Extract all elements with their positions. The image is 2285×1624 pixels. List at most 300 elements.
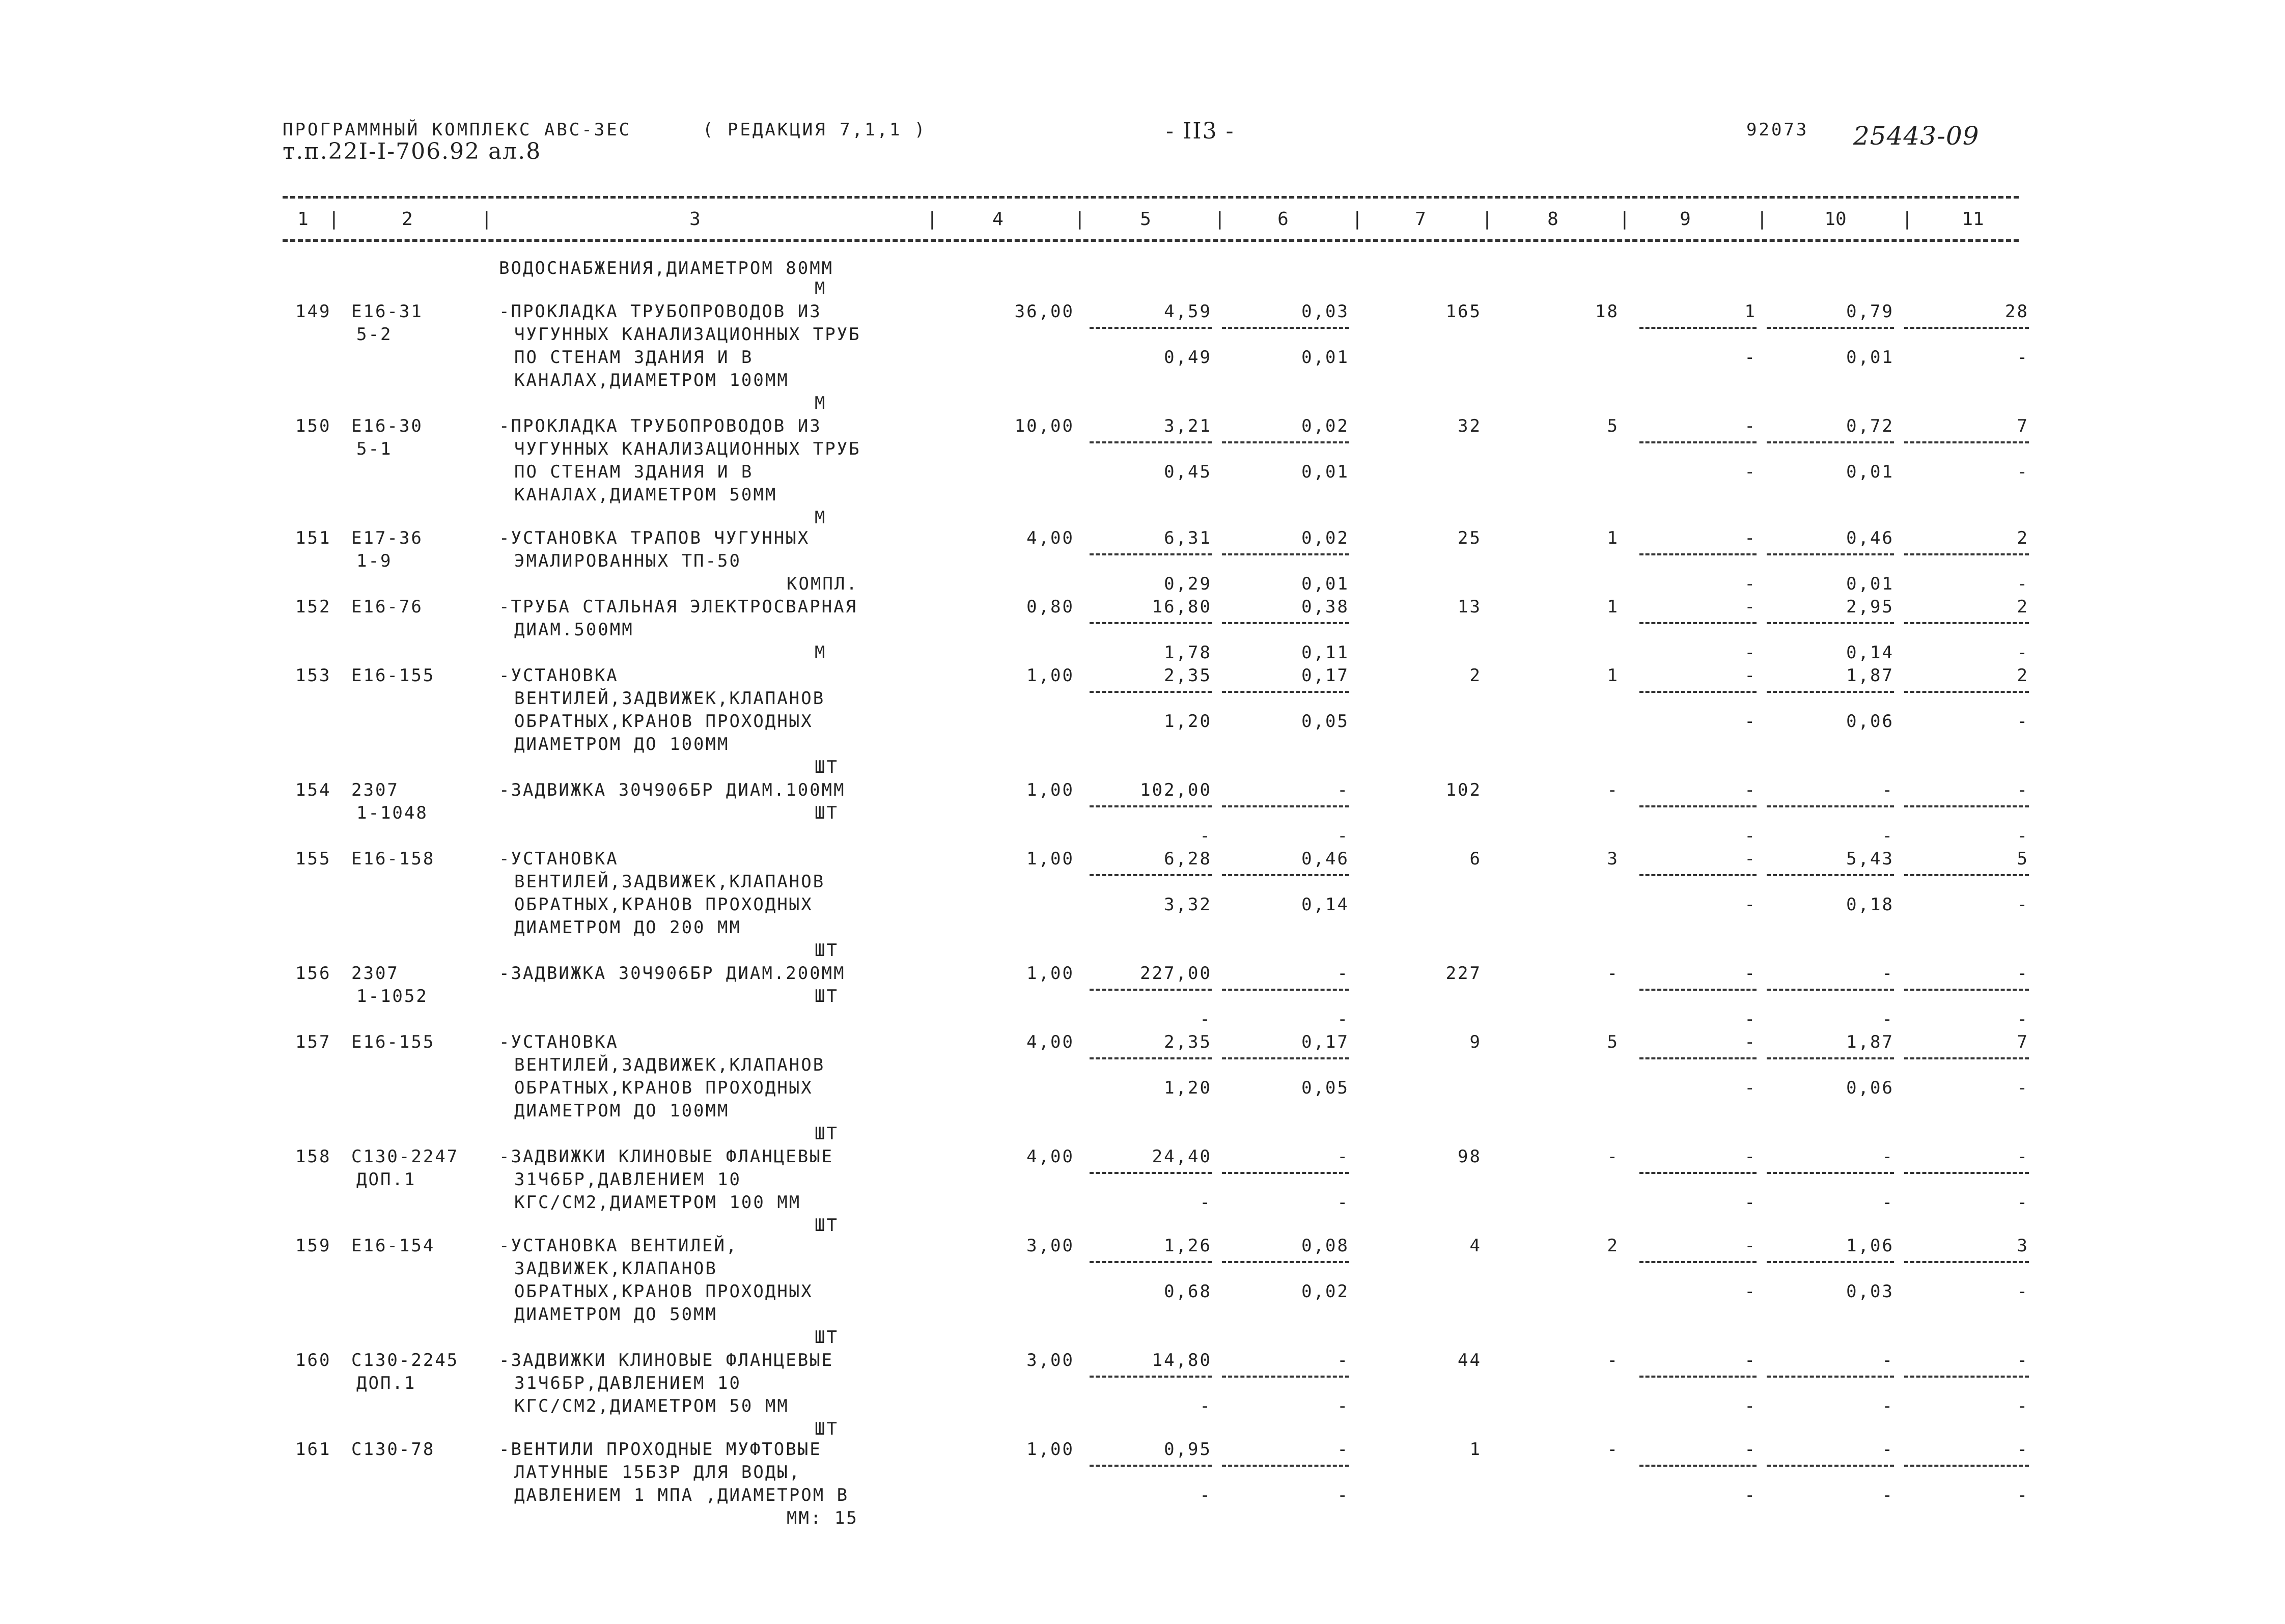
work-description: -УСТАНОВКА ТРАПОВ ЧУГУННЫХ xyxy=(499,528,810,548)
total-wage: 1 xyxy=(1607,528,1619,548)
unit-label: ШТ xyxy=(815,986,839,1006)
document-reference: т.п.22I-I-706.92 ал.8 xyxy=(283,138,542,164)
unit-machine-wage: - xyxy=(1337,1396,1349,1416)
column-number: 5 xyxy=(1140,209,1151,230)
work-description: ДИАМЕТРОМ ДО 200 ММ xyxy=(514,917,741,938)
col10-divider xyxy=(1767,1261,1894,1263)
quantity: 1,00 xyxy=(1026,665,1074,686)
unit-machine-cost: 0,45 xyxy=(1164,462,1212,482)
estimate-code: Е16-155 xyxy=(351,665,435,686)
total-machine-sub: - xyxy=(1744,1281,1757,1302)
labour-hours: - xyxy=(1882,1146,1894,1167)
estimate-code: ДОП.1 xyxy=(356,1169,416,1190)
quantity: 36,00 xyxy=(1014,301,1074,322)
col10-divider xyxy=(1767,441,1894,443)
col11-divider xyxy=(1904,989,2029,991)
column-separator: | xyxy=(927,209,938,230)
unit-machine-cost: - xyxy=(1200,1009,1212,1029)
labour-hours-sub: 0,06 xyxy=(1846,1078,1894,1098)
work-description: ОБРАТНЫХ,КРАНОВ ПРОХОДНЫХ xyxy=(514,1281,813,1302)
column-separator: | xyxy=(1902,209,1913,230)
wage-divider xyxy=(1222,1465,1349,1467)
total-wage: - xyxy=(1607,1350,1619,1370)
work-description: -ПРОКЛАДКА ТРУБОПРОВОДОВ ИЗ xyxy=(499,416,822,436)
unit-machine-cost: - xyxy=(1200,1396,1212,1416)
cost-divider xyxy=(1090,691,1212,693)
labour-total: 7 xyxy=(2017,416,2029,436)
total-wage: 1 xyxy=(1607,665,1619,686)
unit-label: М xyxy=(815,508,827,528)
unit-label: ШТ xyxy=(815,1327,839,1348)
total-machine-sub: - xyxy=(1744,347,1757,368)
unit-cost: 227,00 xyxy=(1140,963,1212,984)
unit-wage: 0,08 xyxy=(1301,1236,1349,1256)
estimate-code: Е16-31 xyxy=(351,301,423,322)
row-number: 161 xyxy=(295,1439,331,1460)
unit-machine-wage: - xyxy=(1337,826,1349,846)
total-machine-sub: - xyxy=(1744,1078,1757,1098)
labour-total-sub: - xyxy=(2017,894,2029,915)
labour-hours: 2,95 xyxy=(1846,597,1894,617)
total-machine-sub: - xyxy=(1744,1192,1757,1213)
unit-machine-wage: - xyxy=(1337,1485,1349,1505)
estimate-code: 1-1052 xyxy=(356,986,428,1006)
unit-wage: 0,03 xyxy=(1301,301,1349,322)
estimate-code: 1-1048 xyxy=(356,803,428,823)
labour-total-sub: - xyxy=(2017,826,2029,846)
labour-hours: 1,06 xyxy=(1846,1236,1894,1256)
labour-total: 2 xyxy=(2017,528,2029,548)
unit-cost: 6,31 xyxy=(1164,528,1212,548)
total-machine: - xyxy=(1744,1032,1757,1052)
continued-unit: М xyxy=(815,278,827,299)
column-separator: | xyxy=(1214,209,1225,230)
col9-divider xyxy=(1639,1172,1757,1174)
work-description: ДИАМ.500ММ xyxy=(514,620,634,640)
col11-divider xyxy=(1904,553,2029,555)
column-separator: | xyxy=(1074,209,1085,230)
unit-machine-cost: 3,32 xyxy=(1164,894,1212,915)
col11-divider xyxy=(1904,441,2029,443)
top-rule xyxy=(283,196,2019,199)
unit-machine-wage: 0,11 xyxy=(1301,642,1349,663)
col9-divider xyxy=(1639,989,1757,991)
quantity: 1,00 xyxy=(1026,780,1074,800)
col9-divider xyxy=(1639,691,1757,693)
unit-machine-wage: 0,01 xyxy=(1301,574,1349,594)
column-number: 1 xyxy=(297,209,309,230)
unit-machine-cost: 1,78 xyxy=(1164,642,1212,663)
col10-divider xyxy=(1767,989,1894,991)
labour-hours: 0,79 xyxy=(1846,301,1894,322)
col10-divider xyxy=(1767,874,1894,876)
col11-divider xyxy=(1904,327,2029,329)
column-separator: | xyxy=(328,209,340,230)
unit-wage: - xyxy=(1337,1350,1349,1370)
col10-divider xyxy=(1767,327,1894,329)
col10-divider xyxy=(1767,1172,1894,1174)
unit-label: ШТ xyxy=(815,803,839,823)
column-number: 11 xyxy=(1962,209,1984,230)
total-wage: 3 xyxy=(1607,849,1619,869)
work-description: ПО СТЕНАМ ЗДАНИЯ И В xyxy=(514,347,754,368)
column-number: 2 xyxy=(402,209,413,230)
labour-hours-sub: 0,06 xyxy=(1846,711,1894,732)
col11-divider xyxy=(1904,1465,2029,1467)
labour-hours-sub: - xyxy=(1882,1485,1894,1505)
continued-description: ВОДОСНАБЖЕНИЯ,ДИАМЕТРОМ 80ММ xyxy=(499,258,834,278)
unit-wage: - xyxy=(1337,963,1349,984)
col10-divider xyxy=(1767,1376,1894,1378)
wage-divider xyxy=(1222,874,1349,876)
work-description: -ВЕНТИЛИ ПРОХОДНЫЕ МУФТОВЫЕ xyxy=(499,1439,822,1460)
total-machine: - xyxy=(1744,1350,1757,1370)
col11-divider xyxy=(1904,1172,2029,1174)
work-description: КГС/СМ2,ДИАМЕТРОМ 100 ММ xyxy=(514,1192,801,1213)
wage-divider xyxy=(1222,1261,1349,1263)
work-description: ДИАМЕТРОМ ДО 100ММ xyxy=(514,734,730,754)
quantity: 1,00 xyxy=(1026,849,1074,869)
unit-cost: 2,35 xyxy=(1164,665,1212,686)
estimate-code: 2307 xyxy=(351,780,399,800)
total-machine: - xyxy=(1744,665,1757,686)
column-number: 6 xyxy=(1277,209,1289,230)
header-rule xyxy=(283,239,2019,242)
estimate-code: 5-1 xyxy=(356,439,393,459)
total-machine-sub: - xyxy=(1744,462,1757,482)
unit-machine-cost: 1,20 xyxy=(1164,1078,1212,1098)
labour-total: - xyxy=(2017,963,2029,984)
labour-total: 28 xyxy=(2005,301,2029,322)
labour-hours-sub: 0,01 xyxy=(1846,347,1894,368)
labour-total: 2 xyxy=(2017,597,2029,617)
work-description: -УСТАНОВКА xyxy=(499,665,619,686)
col11-divider xyxy=(1904,805,2029,807)
work-description: ВЕНТИЛЕЙ,ЗАДВИЖЕК,КЛАПАНОВ xyxy=(514,872,825,892)
unit-wage: 0,17 xyxy=(1301,665,1349,686)
work-description: ВЕНТИЛЕЙ,ЗАДВИЖЕК,КЛАПАНОВ xyxy=(514,1055,825,1075)
estimate-code: Е17-36 xyxy=(351,528,423,548)
row-number: 154 xyxy=(295,780,331,800)
labour-hours: 5,43 xyxy=(1846,849,1894,869)
total-machine: 1 xyxy=(1744,301,1757,322)
labour-hours-sub: - xyxy=(1882,1396,1894,1416)
labour-hours-sub: 0,14 xyxy=(1846,642,1894,663)
estimate-code: С130-78 xyxy=(351,1439,435,1460)
unit-label: КОМПЛ. xyxy=(787,574,858,594)
unit-cost: 14,80 xyxy=(1152,1350,1212,1370)
labour-hours-sub: 0,18 xyxy=(1846,894,1894,915)
column-separator: | xyxy=(1352,209,1363,230)
quantity: 10,00 xyxy=(1014,416,1074,436)
col9-divider xyxy=(1639,441,1757,443)
quantity: 4,00 xyxy=(1026,1146,1074,1167)
unit-label: ШТ xyxy=(815,940,839,961)
labour-hours: - xyxy=(1882,780,1894,800)
labour-total-sub: - xyxy=(2017,1396,2029,1416)
unit-machine-cost: 0,68 xyxy=(1164,1281,1212,1302)
cost-divider xyxy=(1090,989,1212,991)
total-cost: 9 xyxy=(1469,1032,1482,1052)
column-number: 8 xyxy=(1547,209,1558,230)
unit-machine-wage: 0,02 xyxy=(1301,1281,1349,1302)
column-separator: | xyxy=(1482,209,1493,230)
estimate-code: 1-9 xyxy=(356,551,393,571)
unit-machine-cost: 0,29 xyxy=(1164,574,1212,594)
work-description: ОБРАТНЫХ,КРАНОВ ПРОХОДНЫХ xyxy=(514,1078,813,1098)
unit-wage: - xyxy=(1337,1146,1349,1167)
total-wage: 1 xyxy=(1607,597,1619,617)
row-number: 151 xyxy=(295,528,331,548)
wage-divider xyxy=(1222,989,1349,991)
unit-machine-wage: 0,14 xyxy=(1301,894,1349,915)
work-description: ОБРАТНЫХ,КРАНОВ ПРОХОДНЫХ xyxy=(514,894,813,915)
work-description: ДИАМЕТРОМ ДО 50ММ xyxy=(514,1304,717,1325)
wage-divider xyxy=(1222,691,1349,693)
unit-cost: 0,95 xyxy=(1164,1439,1212,1460)
column-separator: | xyxy=(481,209,492,230)
labour-total: - xyxy=(2017,1146,2029,1167)
labour-total: - xyxy=(2017,1350,2029,1370)
total-cost: 6 xyxy=(1469,849,1482,869)
total-machine: - xyxy=(1744,597,1757,617)
row-number: 152 xyxy=(295,597,331,617)
labour-hours-sub: - xyxy=(1882,1009,1894,1029)
handwritten-number: 25443-09 xyxy=(1853,121,1980,151)
total-machine-sub: - xyxy=(1744,642,1757,663)
col9-divider xyxy=(1639,1465,1757,1467)
labour-total-sub: - xyxy=(2017,1192,2029,1213)
total-wage: - xyxy=(1607,1439,1619,1460)
total-wage: - xyxy=(1607,780,1619,800)
row-number: 156 xyxy=(295,963,331,984)
total-cost: 2 xyxy=(1469,665,1482,686)
unit-label: М xyxy=(815,642,827,663)
col11-divider xyxy=(1904,1057,2029,1059)
cost-divider xyxy=(1090,553,1212,555)
unit-cost: 2,35 xyxy=(1164,1032,1212,1052)
total-wage: 5 xyxy=(1607,1032,1619,1052)
total-cost: 1 xyxy=(1469,1439,1482,1460)
labour-total: - xyxy=(2017,780,2029,800)
col9-divider xyxy=(1639,1057,1757,1059)
estimate-code: ДОП.1 xyxy=(356,1373,416,1393)
estimate-code: Е16-154 xyxy=(351,1236,435,1256)
col9-divider xyxy=(1639,1261,1757,1263)
total-machine-sub: - xyxy=(1744,1396,1757,1416)
cost-divider xyxy=(1090,805,1212,807)
unit-cost: 102,00 xyxy=(1140,780,1212,800)
unit-machine-wage: - xyxy=(1337,1192,1349,1213)
col9-divider xyxy=(1639,874,1757,876)
column-number: 9 xyxy=(1680,209,1691,230)
labour-total-sub: - xyxy=(2017,1485,2029,1505)
cost-divider xyxy=(1090,441,1212,443)
unit-machine-cost: 1,20 xyxy=(1164,711,1212,732)
unit-wage: 0,02 xyxy=(1301,528,1349,548)
row-number: 158 xyxy=(295,1146,331,1167)
work-description: -УСТАНОВКА ВЕНТИЛЕЙ, xyxy=(499,1236,738,1256)
unit-cost: 16,80 xyxy=(1152,597,1212,617)
work-description: 31Ч6БР,ДАВЛЕНИЕМ 10 xyxy=(514,1169,741,1190)
cost-divider xyxy=(1090,622,1212,624)
row-number: 157 xyxy=(295,1032,331,1052)
total-machine: - xyxy=(1744,963,1757,984)
cost-divider xyxy=(1090,1465,1212,1467)
total-wage: - xyxy=(1607,963,1619,984)
labour-hours-sub: 0,01 xyxy=(1846,574,1894,594)
labour-total-sub: - xyxy=(2017,574,2029,594)
unit-wage: 0,46 xyxy=(1301,849,1349,869)
wage-divider xyxy=(1222,622,1349,624)
estimate-code: Е16-158 xyxy=(351,849,435,869)
col10-divider xyxy=(1767,1057,1894,1059)
unit-cost: 6,28 xyxy=(1164,849,1212,869)
labour-hours: - xyxy=(1882,1439,1894,1460)
total-machine-sub: - xyxy=(1744,711,1757,732)
total-machine: - xyxy=(1744,1439,1757,1460)
cost-divider xyxy=(1090,327,1212,329)
wage-divider xyxy=(1222,553,1349,555)
row-number: 150 xyxy=(295,416,331,436)
unit-label: ММ: 15 xyxy=(787,1508,858,1528)
col9-divider xyxy=(1639,327,1757,329)
work-description: -ЗАДВИЖКИ КЛИНОВЫЕ ФЛАНЦЕВЫЕ xyxy=(499,1350,834,1370)
work-description: -ЗАДВИЖКА 30Ч906БР ДИАМ.100ММ xyxy=(499,780,846,800)
work-description: ДИАМЕТРОМ ДО 100ММ xyxy=(514,1101,730,1121)
total-machine-sub: - xyxy=(1744,1485,1757,1505)
col9-divider xyxy=(1639,805,1757,807)
doc-code: 92073 xyxy=(1746,120,1809,140)
col11-divider xyxy=(1904,1261,2029,1263)
unit-wage: - xyxy=(1337,780,1349,800)
work-description: ЗАДВИЖЕК,КЛАПАНОВ xyxy=(514,1258,717,1279)
column-separator: | xyxy=(1619,209,1630,230)
unit-machine-cost: - xyxy=(1200,1192,1212,1213)
total-wage: - xyxy=(1607,1146,1619,1167)
work-description: КАНАЛАХ,ДИАМЕТРОМ 100ММ xyxy=(514,370,789,390)
total-machine: - xyxy=(1744,780,1757,800)
labour-total-sub: - xyxy=(2017,642,2029,663)
work-description: КГС/СМ2,ДИАМЕТРОМ 50 ММ xyxy=(514,1396,789,1416)
row-number: 160 xyxy=(295,1350,331,1370)
quantity: 4,00 xyxy=(1026,528,1074,548)
wage-divider xyxy=(1222,441,1349,443)
column-number: 10 xyxy=(1824,209,1847,230)
page-number: - II3 - xyxy=(1166,118,1235,144)
column-separator: | xyxy=(1757,209,1768,230)
labour-hours-sub: - xyxy=(1882,1192,1894,1213)
labour-hours-sub: 0,01 xyxy=(1846,462,1894,482)
labour-total: 2 xyxy=(2017,665,2029,686)
row-number: 159 xyxy=(295,1236,331,1256)
cost-divider xyxy=(1090,1172,1212,1174)
work-description: ДАВЛЕНИЕМ 1 МПА ,ДИАМЕТРОМ В xyxy=(514,1485,849,1505)
wage-divider xyxy=(1222,327,1349,329)
total-cost: 98 xyxy=(1458,1146,1482,1167)
unit-machine-wage: - xyxy=(1337,1009,1349,1029)
unit-label: ШТ xyxy=(815,1124,839,1144)
col11-divider xyxy=(1904,691,2029,693)
labour-hours: 0,72 xyxy=(1846,416,1894,436)
work-description: ЧУГУННЫХ КАНАЛИЗАЦИОННЫХ ТРУБ xyxy=(514,439,861,459)
wage-divider xyxy=(1222,1172,1349,1174)
quantity: 0,80 xyxy=(1026,597,1074,617)
work-description: -УСТАНОВКА xyxy=(499,1032,619,1052)
wage-divider xyxy=(1222,805,1349,807)
estimate-code: 5-2 xyxy=(356,324,393,345)
col9-divider xyxy=(1639,1376,1757,1378)
quantity: 4,00 xyxy=(1026,1032,1074,1052)
unit-label: М xyxy=(815,393,827,413)
work-description: КАНАЛАХ,ДИАМЕТРОМ 50ММ xyxy=(514,485,777,505)
total-wage: 18 xyxy=(1595,301,1619,322)
unit-machine-cost: - xyxy=(1200,1485,1212,1505)
row-number: 153 xyxy=(295,665,331,686)
total-machine: - xyxy=(1744,1236,1757,1256)
labour-total-sub: - xyxy=(2017,1009,2029,1029)
col10-divider xyxy=(1767,622,1894,624)
col11-divider xyxy=(1904,874,2029,876)
estimate-code: Е16-155 xyxy=(351,1032,435,1052)
unit-cost: 4,59 xyxy=(1164,301,1212,322)
col10-divider xyxy=(1767,553,1894,555)
labour-hours: 1,87 xyxy=(1846,1032,1894,1052)
work-description: -ТРУБА СТАЛЬНАЯ ЭЛЕКТРОСВАРНАЯ xyxy=(499,597,858,617)
work-description: -ЗАДВИЖКА 30Ч906БР ДИАМ.200ММ xyxy=(499,963,846,984)
work-description: ОБРАТНЫХ,КРАНОВ ПРОХОДНЫХ xyxy=(514,711,813,732)
unit-label: ШТ xyxy=(815,1215,839,1236)
row-number: 155 xyxy=(295,849,331,869)
total-machine: - xyxy=(1744,528,1757,548)
total-cost: 102 xyxy=(1445,780,1482,800)
total-cost: 4 xyxy=(1469,1236,1482,1256)
col11-divider xyxy=(1904,622,2029,624)
unit-wage: 0,17 xyxy=(1301,1032,1349,1052)
col11-divider xyxy=(1904,1376,2029,1378)
total-cost: 44 xyxy=(1458,1350,1482,1370)
unit-machine-cost: 0,49 xyxy=(1164,347,1212,368)
labour-total: - xyxy=(2017,1439,2029,1460)
total-wage: 2 xyxy=(1607,1236,1619,1256)
unit-machine-wage: 0,01 xyxy=(1301,462,1349,482)
column-number: 3 xyxy=(689,209,701,230)
quantity: 3,00 xyxy=(1026,1350,1074,1370)
work-description: ВЕНТИЛЕЙ,ЗАДВИЖЕК,КЛАПАНОВ xyxy=(514,688,825,709)
cost-divider xyxy=(1090,1057,1212,1059)
total-machine-sub: - xyxy=(1744,1009,1757,1029)
cost-divider xyxy=(1090,874,1212,876)
total-cost: 165 xyxy=(1445,301,1482,322)
labour-hours: - xyxy=(1882,1350,1894,1370)
labour-total-sub: - xyxy=(2017,1078,2029,1098)
labour-total-sub: - xyxy=(2017,1281,2029,1302)
total-cost: 32 xyxy=(1458,416,1482,436)
total-machine-sub: - xyxy=(1744,894,1757,915)
total-cost: 13 xyxy=(1458,597,1482,617)
unit-wage: - xyxy=(1337,1439,1349,1460)
work-description: ЧУГУННЫХ КАНАЛИЗАЦИОННЫХ ТРУБ xyxy=(514,324,861,345)
unit-machine-wage: 0,01 xyxy=(1301,347,1349,368)
cost-divider xyxy=(1090,1376,1212,1378)
work-description: -УСТАНОВКА xyxy=(499,849,619,869)
wage-divider xyxy=(1222,1057,1349,1059)
wage-divider xyxy=(1222,1376,1349,1378)
cost-divider xyxy=(1090,1261,1212,1263)
total-machine-sub: - xyxy=(1744,574,1757,594)
unit-cost: 24,40 xyxy=(1152,1146,1212,1167)
work-description: 31Ч6БР,ДАВЛЕНИЕМ 10 xyxy=(514,1373,741,1393)
